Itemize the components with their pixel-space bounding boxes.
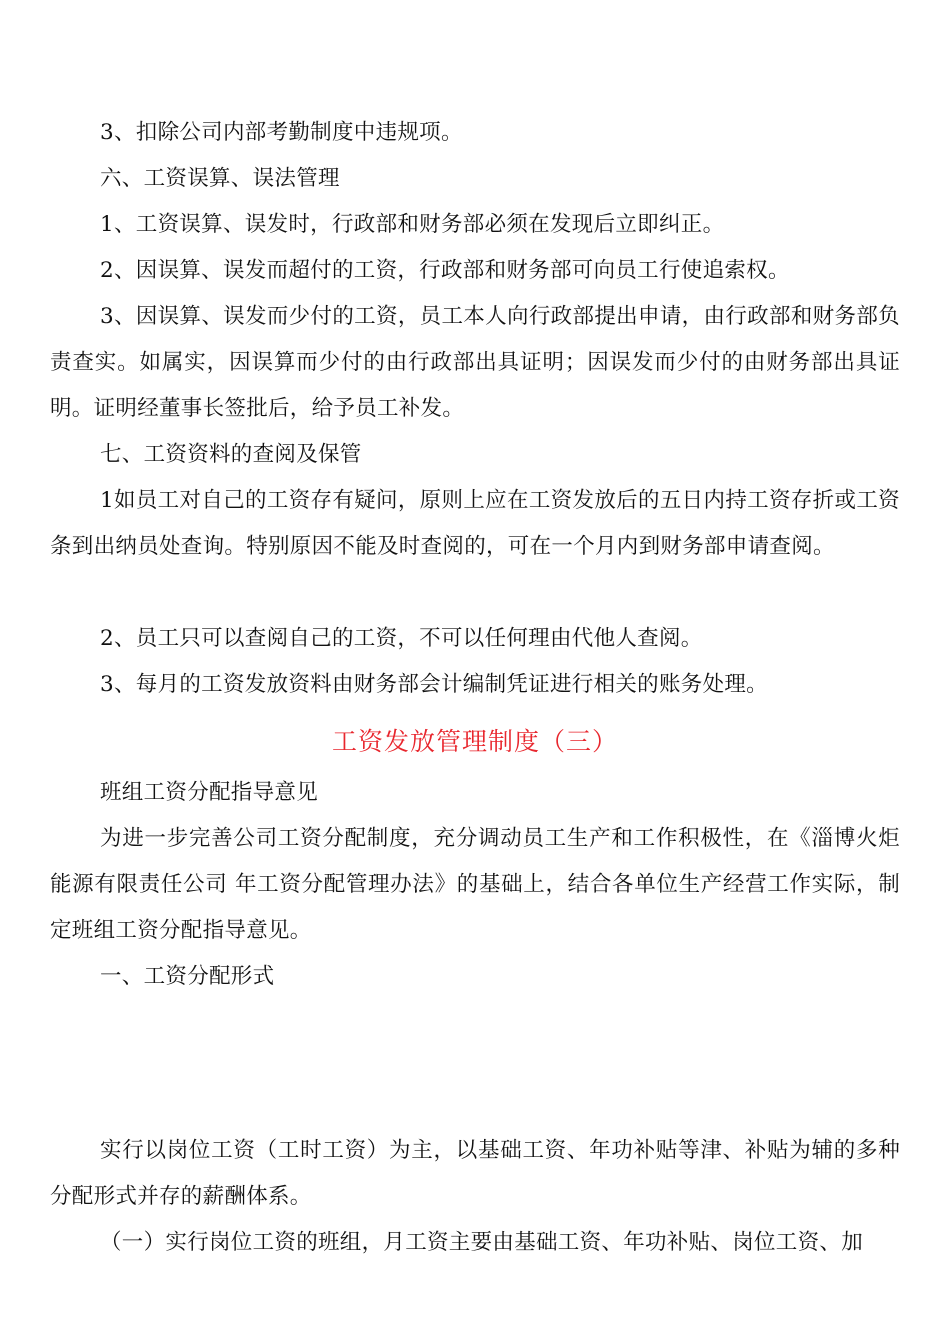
paragraph-post-wage-teams: （一）实行岗位工资的班组，月工资主要由基础工资、年功补贴、岗位工资、加 [100,1230,864,1255]
heading-section-6: 六、工资误算、误法管理 [100,166,340,191]
item-deduct-violations: 3、扣除公司内部考勤制度中违规项。 [100,120,463,145]
heading-section-7: 七、工资资料的查阅及保管 [100,442,362,467]
item-accounting-vouchers: 3、每月的工资发放资料由财务部会计编制凭证进行相关的账务处理。 [100,672,768,697]
document-title: 工资发放管理制度（三） [331,727,618,756]
intro-paragraph: 为进一步完善公司工资分配制度，充分调动员工生产和工作积极性，在《淄博火炬能源有限责任公司 年工资分配管理办法》的基础上，结合各单位生产经营工作实际，制定班组工资分配指导意见。 [50,826,900,943]
item-correct-errors: 1、工资误算、误发时，行政部和财务部必须在发现后立即纠正。 [100,212,725,237]
item-query-wages: 1如员工对自己的工资存有疑问，原则上应在工资发放后的五日内持工资存折或工资条到出纳员处查询。特别原因不能及时查阅的，可在一个月内到财务部申请查阅。 [50,488,900,559]
item-own-wages-only: 2、员工只可以查阅自己的工资，不可以任何理由代他人查阅。 [100,626,703,651]
item-underpaid-reissue: 3、因误算、误发而少付的工资，员工本人向行政部提出申请，由行政部和财务部负责查实。如属实，因误算而少付的由行政部出具证明；因误发而少付的由财务部出具证明。证明经董事长签批后，给予员工补发。 [50,304,900,421]
item-overpaid-recovery: 2、因误算、误发而超付的工资，行政部和财务部可向员工行使追索权。 [100,258,790,283]
heading-distribution-form: 一、工资分配形式 [100,964,275,989]
subtitle-guidance: 班组工资分配指导意见 [100,780,319,805]
paragraph-pay-system: 实行以岗位工资（工时工资）为主，以基础工资、年功补贴等津、补贴为辅的多种分配形式并存的薪酬体系。 [50,1138,900,1209]
